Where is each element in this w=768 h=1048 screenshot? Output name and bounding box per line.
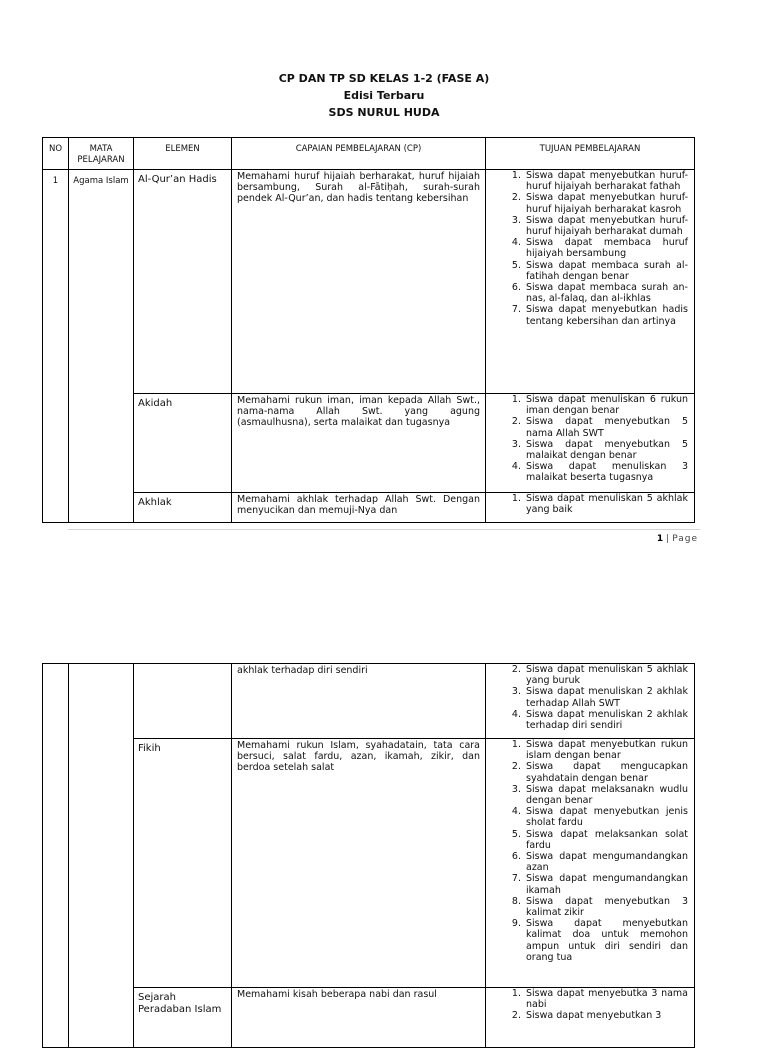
cp-tp-table-page1: [42, 137, 695, 523]
table-row: [43, 988, 695, 1048]
tp-item: 2. Siswa dapat menyebutkan 5 nama Allah SWT: [524, 416, 688, 438]
title-line-3: SDS NURUL HUDA: [328, 106, 440, 119]
mata-pelajaran-continued: [69, 664, 134, 1048]
tp-item: 4. Siswa dapat menuliskan 2 akhlak terhadap diri sendiri: [524, 709, 688, 731]
tp-item: 2. Siswa dapat menyebutkan huruf-huruf hijaiyah berharakat kasroh: [524, 192, 688, 214]
tp-item: 1. Siswa dapat menyebutkan rukun islam dengan benar: [524, 739, 688, 761]
elemen-cell: Sejarah Peradaban Islam: [134, 988, 232, 1048]
tp-item: 2. Siswa dapat menuliskan 5 akhlak yang buruk: [524, 664, 688, 686]
elemen-cell: Fikih: [134, 739, 232, 988]
tp-item: 5. Siswa dapat membaca surah al-fatihah dengan benar: [524, 260, 688, 282]
header-mata-pelajaran: MATA PELAJARAN: [69, 138, 134, 170]
title-line-2: Edisi Terbaru: [343, 89, 425, 102]
tp-item: 7. Siswa dapat mengumandangkan ikamah: [524, 873, 688, 895]
page-separator: |: [666, 534, 671, 544]
header-no: NO: [43, 138, 69, 170]
tp-item: 6. Siswa dapat membaca surah an-nas, al-falaq, dan al-ikhlas: [524, 282, 688, 304]
tp-item: 4. Siswa dapat menuliskan 3 malaikat beserta tugasnya: [524, 461, 688, 483]
tp-item: 1. Siswa dapat menuliskan 5 akhlak yang baik: [524, 493, 688, 515]
title-line-1: CP DAN TP SD KELAS 1-2 (FASE A): [278, 72, 490, 85]
tp-item: 3. Siswa dapat menyebutkan huruf-huruf hijaiyah berharakat dumah: [524, 215, 688, 237]
elemen-cell: Al-Qur’an Hadis: [134, 170, 232, 394]
tp-item: 3. Siswa dapat menuliskan 2 akhlak terhadap Allah SWT: [524, 686, 688, 708]
elemen-cell: Akhlak: [134, 493, 232, 523]
document-title: [0, 70, 768, 121]
tp-item: 4. Siswa dapat membaca huruf hijaiyah bersambung: [524, 237, 688, 259]
row-number: 1: [43, 170, 69, 523]
table-row: [43, 739, 695, 988]
elemen-cell: [134, 664, 232, 739]
tp-item: 5. Siswa dapat melaksankan solat fardu: [524, 829, 688, 851]
cp-cell: Memahami huruf hijaiah berharakat, huruf hijaiah bersambung, Surah al-Fātiḥah, surah-surah pendek Al-Qur’an, dan hadis tentang kebersihan: [232, 170, 486, 394]
row-number-continued: [43, 664, 69, 1048]
tp-item: 8. Siswa dapat menyebutkan 3 kalimat zikir: [524, 896, 688, 918]
tp-item: 6. Siswa dapat mengumandangkan azan: [524, 851, 688, 873]
tp-cell: [486, 394, 695, 493]
tp-item: 1. Siswa dapat menyebutkan huruf-huruf hijaiyah berharakat fathah: [524, 170, 688, 192]
tp-list: [486, 664, 694, 731]
table-header-row: [43, 138, 695, 170]
page-number: [657, 534, 698, 544]
footer-divider: [68, 529, 700, 530]
cp-cell: Memahami rukun iman, iman kepada Allah Swt., nama-nama Allah Swt. yang agung (asmaulhusna), serta malaikat dan tugasnya: [232, 394, 486, 493]
tp-list: [486, 988, 694, 1022]
page-number-value: 1: [656, 534, 665, 544]
tp-list: [486, 493, 694, 515]
table-row: [43, 170, 695, 394]
tp-cell: [486, 739, 695, 988]
tp-item: 2. Siswa dapat mengucapkan syahdatain dengan benar: [524, 761, 688, 783]
tp-cell: [486, 664, 695, 739]
tp-cell: [486, 170, 695, 394]
tp-cell: [486, 493, 695, 523]
cp-cell: Memahami kisah beberapa nabi dan rasul: [232, 988, 486, 1048]
tp-item: 7. Siswa dapat menyebutkan hadis tentang kebersihan dan artinya: [524, 304, 688, 326]
page-label: Page: [672, 534, 698, 544]
header-tp: TUJUAN PEMBELAJARAN: [486, 138, 695, 170]
cp-cell: Memahami rukun Islam, syahadatain, tata cara bersuci, salat fardu, azan, ikamah, zikir, dan berdoa setelah salat: [232, 739, 486, 988]
tp-item: 3. Siswa dapat melaksanakn wudlu dengan benar: [524, 784, 688, 806]
tp-list: [486, 394, 694, 484]
elemen-cell: Akidah: [134, 394, 232, 493]
mata-pelajaran-cell: Agama Islam: [69, 170, 134, 523]
cp-cell: akhlak terhadap diri sendiri: [232, 664, 486, 739]
tp-item: 3. Siswa dapat menyebutkan 5 malaikat dengan benar: [524, 439, 688, 461]
table-row: [43, 493, 695, 523]
tp-list: [486, 739, 694, 963]
table-row: [43, 664, 695, 739]
tp-cell: [486, 988, 695, 1048]
cp-cell: Memahami akhlak terhadap Allah Swt. Dengan menyucikan dan memuji-Nya dan: [232, 493, 486, 523]
tp-item: 1. Siswa dapat menuliskan 6 rukun iman dengan benar: [524, 394, 688, 416]
tp-item: 9. Siswa dapat menyebutkan kalimat doa untuk memohon ampun untuk diri sendiri dan orang tua: [524, 918, 688, 963]
tp-item: 4. Siswa dapat menyebutkan jenis sholat fardu: [524, 806, 688, 828]
tp-list: [486, 170, 694, 327]
header-elemen: ELEMEN: [134, 138, 232, 170]
cp-tp-table-page2: [42, 663, 695, 1048]
tp-item: 2. Siswa dapat menyebutkan 3: [524, 1010, 688, 1021]
tp-item: 1. Siswa dapat menyebutka 3 nama nabi: [524, 988, 688, 1010]
header-cp: CAPAIAN PEMBELAJARAN (CP): [232, 138, 486, 170]
table-row: [43, 394, 695, 493]
